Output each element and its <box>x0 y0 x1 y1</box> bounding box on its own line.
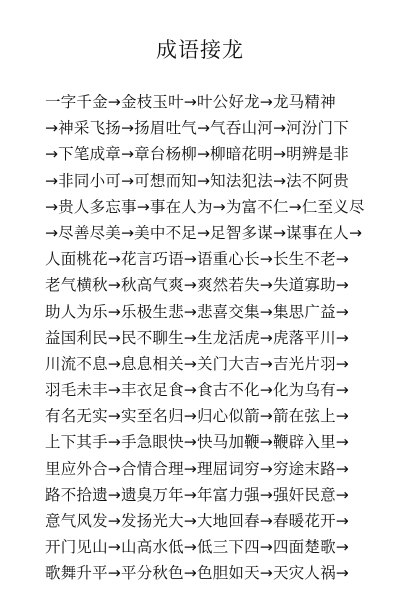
idiom-chain <box>0 89 400 587</box>
idiom-line: 益国利民→民不聊生→生龙活虎→虎落平川→ <box>45 328 349 347</box>
idiom-line: 有名无实→实至名归→归心似箭→箭在弦上→ <box>45 407 349 426</box>
idiom-line: 里应外合→合情合理→理屈词穷→穷途末路→ <box>45 459 349 478</box>
idiom-line: 路不拾遗→遗臭万年→年富力强→强奸民意→ <box>45 485 349 504</box>
idiom-line: 开门见山→山高水低→低三下四→四面楚歌→ <box>45 538 349 557</box>
idiom-line: →非同小可→可想而知→知法犯法→法不阿贵 <box>45 171 349 190</box>
idiom-line: →贵人多忘事→事在人为→为富不仁→仁至义尽 <box>45 197 365 216</box>
idiom-line: 羽毛未丰→丰衣足食→食古不化→化为乌有→ <box>45 381 349 400</box>
idiom-line: 上下其手→手急眼快→快马加鞭→鞭辟入里→ <box>45 433 349 452</box>
page-title: 成语接龙 <box>156 38 244 62</box>
idiom-line: 助人为乐→乐极生悲→悲喜交集→集思广益→ <box>45 302 349 321</box>
idiom-line: 老气横秋→秋高气爽→爽然若失→失道寡助→ <box>45 276 349 295</box>
idiom-line: 一字千金→金枝玉叶→叶公好龙→龙马精神 <box>45 93 336 111</box>
idiom-line: →神采飞扬→扬眉吐气→气吞山河→河汾门下 <box>45 119 349 138</box>
idiom-line: 歌舞升平→平分秋色→色胆如天→天灾人祸→ <box>45 564 349 583</box>
idiom-line: 川流不息→息息相关→关门大吉→吉光片羽→ <box>45 354 349 373</box>
idiom-line: 人面桃花→花言巧语→语重心长→长生不老→ <box>45 250 349 269</box>
idiom-line: →尽善尽美→美中不足→足智多谋→谋事在人→ <box>45 223 363 242</box>
idiom-line: 意气风发→发扬光大→大地回春→春暖花开→ <box>45 512 349 530</box>
idiom-line: →下笔成章→章台杨柳→柳暗花明→明辨是非 <box>45 145 349 164</box>
